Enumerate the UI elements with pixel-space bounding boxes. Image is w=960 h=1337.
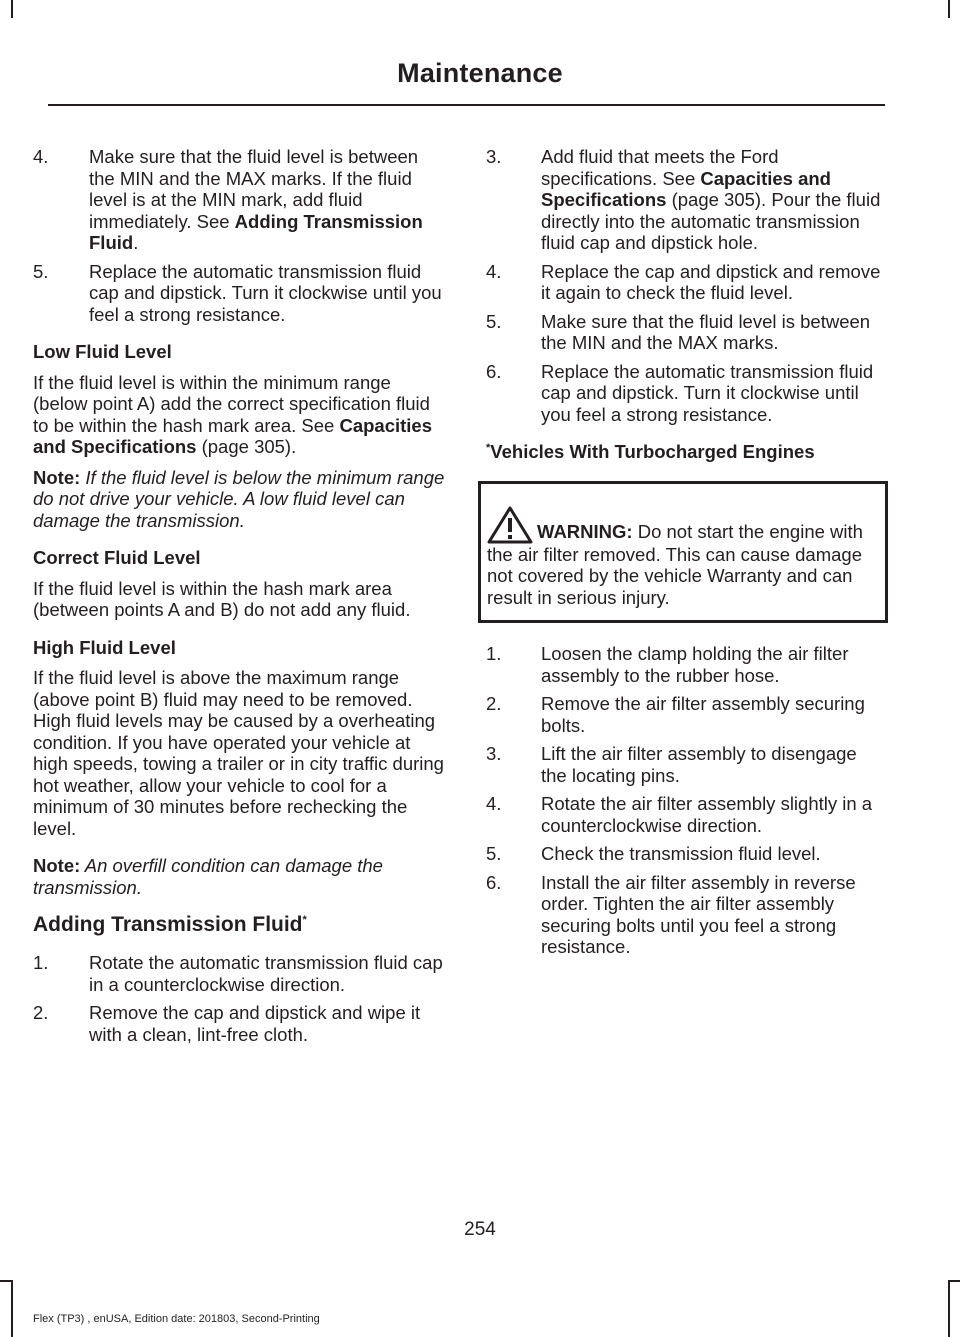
list-item: [486, 843, 886, 865]
list-item: [33, 146, 447, 254]
item-number: 3.: [486, 146, 502, 167]
item-text: Check the transmission fluid level.: [541, 843, 821, 864]
page-number: 254: [464, 1219, 496, 1240]
note-label: Note:: [33, 855, 81, 876]
item-number: 2.: [33, 1002, 49, 1023]
warning-text: WARNING: Do not start the engine with the air filter removed. This can cause damage not covered by the vehicle Warranty and can result in serious injury.: [487, 506, 877, 609]
cross-reference-link[interactable]: Capacities and Specifications: [33, 414, 432, 457]
note-label: Note:: [33, 466, 81, 488]
item-text: Loosen the clamp holding the air filter assembly to the rubber hose.: [541, 643, 849, 686]
crop-mark-top-left: [11, 0, 13, 18]
list-item: [486, 793, 886, 836]
list-item: [486, 693, 886, 736]
section-heading-turbo: *Vehicles With Turbocharged Engines: [486, 441, 815, 462]
item-number: 5.: [486, 843, 502, 864]
right-column: [486, 146, 886, 965]
list-item: [486, 311, 886, 354]
paragraph: If the fluid level is within the hash mark area (between points A and B) do not add any fluid.: [33, 577, 411, 620]
page-title: Maintenance: [397, 58, 563, 88]
list-item: [33, 1002, 447, 1045]
item-number: 2.: [486, 693, 502, 714]
list-item: [486, 146, 886, 254]
section-heading-adding: Adding Transmission Fluid*: [33, 913, 307, 936]
warning-triangle-icon: [487, 506, 533, 544]
item-text: Rotate the air filter assembly slightly in a counterclockwise direction.: [541, 793, 873, 836]
paragraph: If the fluid level is within the minimum range (below point A) add the correct specification fluid to be within the hash mark area. See Capacities and Specifications (page 305).: [33, 371, 432, 457]
crop-mark-bottom-right: [948, 1280, 950, 1337]
section-heading-high: High Fluid Level: [33, 636, 176, 658]
list-item: [33, 261, 447, 326]
item-text: Lift the air filter assembly to disengage the locating pins.: [541, 743, 857, 786]
item-text: Install the air filter assembly in reverse order. Tighten the air filter assembly securing bolts until you feel a strong resistance.: [541, 871, 856, 957]
header-divider: [48, 104, 885, 106]
item-number: 4.: [486, 260, 502, 282]
item-text: Replace the automatic transmission fluid cap and dipstick. Turn it clockwise until you feel a strong resistance.: [89, 260, 442, 325]
list-item: [486, 743, 886, 786]
item-text: Make sure that the fluid level is between the MIN and the MAX marks. If the fluid level is at the MIN mark, add fluid immediately. See Adding Transmission Fluid.: [89, 146, 423, 253]
crop-mark-bottom-left-h: [0, 1280, 13, 1282]
crop-mark-bottom-right-h: [948, 1280, 960, 1282]
item-text: Remove the cap and dipstick and wipe it with a clean, lint-free cloth.: [89, 1002, 421, 1045]
item-number: 6.: [486, 360, 502, 382]
list-item: [486, 643, 886, 686]
list-item: [486, 361, 886, 426]
note: [33, 855, 447, 898]
warning-box: [478, 481, 888, 624]
item-number: 1.: [486, 643, 502, 664]
item-text: Remove the air filter assembly securing bolts.: [541, 693, 865, 736]
crop-mark-top-right: [948, 0, 950, 18]
item-number: 1.: [33, 952, 49, 973]
item-text: Make sure that the fluid level is between the MIN and the MAX marks.: [541, 310, 871, 353]
list-item: [33, 952, 447, 995]
item-text: Rotate the automatic transmission fluid cap in a counterclockwise direction.: [89, 952, 443, 995]
item-number: 3.: [486, 743, 502, 764]
section-heading-low: Low Fluid Level: [33, 341, 172, 362]
item-number: 5.: [33, 260, 49, 282]
crop-mark-bottom-left: [11, 1280, 13, 1337]
item-number: 6.: [486, 871, 502, 893]
warning-label: WARNING:: [537, 520, 633, 542]
cross-reference-link[interactable]: Capacities and Specifications: [541, 167, 831, 210]
item-number: 4.: [486, 793, 502, 814]
item-text: Replace the automatic transmission fluid cap and dipstick. Turn it clockwise until you feel a strong resistance.: [541, 360, 874, 425]
note-text: An overfill condition can damage the transmission.: [33, 855, 383, 898]
item-number: 5.: [486, 310, 502, 332]
list-item: [486, 261, 886, 304]
item-text: Replace the cap and dipstick and remove it again to check the fluid level.: [541, 260, 881, 303]
list-item: [486, 872, 886, 958]
paragraph: If the fluid level is above the maximum range (above point B) fluid may need to be removed. High fluid levels may be caused by a overheating condition. If you have operated your vehicle at high speeds, towing a trailer or in city traffic during hot weather, allow your vehicle to cool for a minimum of 30 minutes before rechecking the level.: [33, 667, 444, 839]
footer-edition-info: Flex (TP3) , enUSA, Edition date: 201803, Second-Printing: [33, 1313, 320, 1325]
item-number: 4.: [33, 146, 49, 167]
note: [33, 467, 447, 532]
note-text: If the fluid level is below the minimum range do not drive your vehicle. A low fluid level can damage the transmission.: [33, 466, 445, 531]
item-text: Add fluid that meets the Ford specifications. See Capacities and Specifications (page 305). Pour the fluid directly into the automatic transmission fluid cap and dipstick hole.: [541, 146, 881, 253]
left-column: [33, 146, 447, 1052]
section-heading-correct: Correct Fluid Level: [33, 547, 201, 568]
cross-reference-link[interactable]: Adding Transmission Fluid: [89, 210, 423, 253]
